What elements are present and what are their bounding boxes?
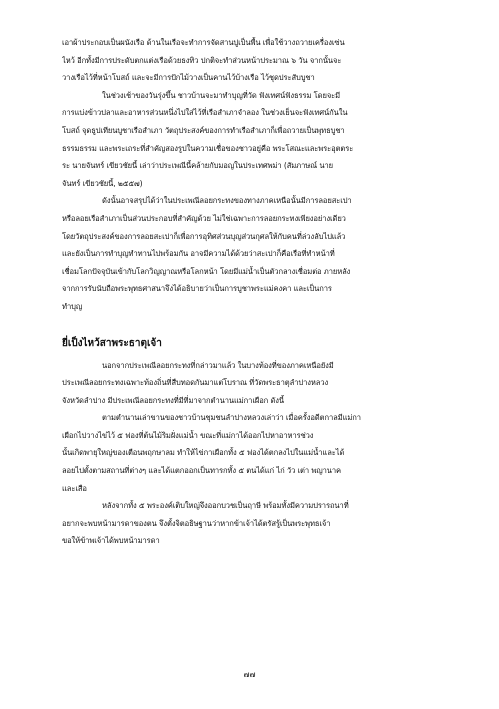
- text-line: อยากจะพบหน้ามารดาของตน จึงตั้งจิตอธิษฐานว่าหากข้าเจ้าได้ตรัสรู้เป็นพระพุทธเจ้า: [62, 518, 331, 528]
- text-line: โดยวัตถุประสงค์ของการลอยสะเปาก็เพื่อการอุทิศส่วนบุญส่วนกุศลให้กับคนที่ล่วงลับไปแล้ว: [62, 231, 346, 241]
- text-line: ดังนั้นอาจสรุปได้ว่าในประเพณีลอยกระทงของทางภาคเหนือนั้นมีการลอยสะเปา: [102, 196, 352, 206]
- text-line: ประเพณีลอยกระทงเฉพาะท้องถิ่นที่สืบทอดกันมาแต่โบราณ ที่วัดพระธาตุลำปางหลวง: [62, 378, 329, 388]
- text-line: วางเรือไว้ที่หน้าโบสถ์ และจะมีการปักไม้วางเป็นคานไว้บ้างเรือ ไว้ชุดประสับบูชา: [62, 73, 315, 83]
- text-line: โบสถ์ จุดธูปเทียนบูชาเรือสำเภา วัตถุประสงค์ของการทำเรือสำเภาก็เพื่อถวายเป็นพุทธบูชา: [62, 125, 345, 135]
- text-line: ธรรมธรรม และพระเถระที่สำคัญสองรูปในความเชื่อของชาวอยู่คือ พระโสณะและพระอุตตระ: [62, 143, 354, 153]
- text-line: การแบ่งข้าวปลาและอาหารส่วนหนึ่งไปใส่ไว้ที่เรือสำเภาจำลอง ในช่วงเย็นจะฟังเทศน์กันใน: [62, 108, 348, 118]
- page-number: ๗๗: [243, 670, 256, 679]
- paragraph-3: [62, 192, 445, 315]
- text-line: ขอให้ข้าพเจ้าได้พบหน้ามารดา: [62, 536, 160, 546]
- spacer: [62, 316, 445, 334]
- text-line: จันทร์ เขียวชัยนี้, ๒๕๕๗): [62, 178, 143, 188]
- text-line: หลังจากทั้ง ๕ พระองค์เติบใหญ่จึงออกบวชเป็นฤาษี พร้อมทั้งมีความปรารถนาที่: [102, 501, 349, 511]
- paragraph-6: [62, 497, 445, 550]
- text-line: ลอยไปตั้งตามสถานที่ต่างๆ และได้แตกออกเป็นทารกทั้ง ๕ ตนได้แก่ ไก่ วัว เต่า พญานาค: [62, 466, 342, 476]
- text-line: จากการรับนับถือพระพุทธศาสนาจึงได้อธิบายว่าเป็นการบูชาพระแม่คงคา และเป็นการ: [62, 284, 332, 294]
- paragraph-4: [62, 357, 445, 410]
- text-line: ทำบุญ: [62, 301, 83, 311]
- paragraph-2: [62, 87, 445, 193]
- text-line: เผือกไปวางไข่ไว้ ๕ ฟองที่ต้นไม้ริมฝั่งแม่น้ำ ขณะที่แม่กาได้ออกไปหาอาหารช่วง: [62, 430, 314, 440]
- text-line: หรือลอยเรือสำเภาเป็นส่วนประกอบที่สำคัญด้วย ไม่ใช่เฉพาะการลอยกระทงเพียงอย่างเดียว: [62, 213, 346, 223]
- text-line: ระ นายจันทร์ เขียวชัยนี้ เล่าว่าประเพณีนี้คล้ายกับมอญในประเทศพม่า (สัมภาษณ์ นาย: [62, 161, 334, 171]
- text-line: และยังเป็นการทำบุญทำทานไปพร้อมกัน อาจมีความได้ด้วยว่าสะเปาก็คือเรือที่ทำหน้าที่: [62, 249, 335, 259]
- document-body: [62, 34, 445, 550]
- section-heading: ยี่เป็งไหว้สาพระธาตุเจ้า: [62, 337, 162, 349]
- text-line: เชื่อมโลกปัจจุบันเข้ากับโลกวิญญาณหรือโลกหน้า โดยมีแม่น้ำเป็นตัวกลางเชื่อมต่อ ภายหลัง: [62, 266, 351, 276]
- text-line: เอาผ้าประกอบเป็นผนังเรือ ด้านในเรือจะทำการจัดสานปูเป็นพื้น เพื่อใช้วางถวายเครื่องเซ่น: [62, 38, 345, 47]
- paragraph-1: [62, 34, 445, 87]
- text-line: ในช่วงเช้าของวันรุ่งขึ้น ชาวบ้านจะมาทำบุญที่วัด ฟังเทศน์ฟังธรรม โดยจะมี: [102, 90, 341, 100]
- text-line: ตามตำนานเล่าขานของชาวบ้านชุมชนลำปางหลวงเล่าว่า เมื่อครั้งอดีตกาลมีแม่กา: [102, 413, 361, 423]
- paragraph-5: [62, 409, 445, 497]
- text-line: และเสือ: [62, 483, 87, 493]
- text-line: นอกจากประเพณีลอยกระทงที่กล่าวมาแล้ว ในบางท้องที่ของภาคเหนือยังมี: [102, 360, 334, 370]
- text-line: นั้นเกิดพายุใหญ่ของเตือนพฤกษาลม ทำให้ไข่กาเผือกทั้ง ๕ ฟองได้ตกลงไปในแม่น้ำและได้: [62, 448, 345, 458]
- text-line: จังหวัดลำปาง มีประเพณีลอยกระทงที่มีที่มาจากตำนานแม่กาเผือก ดังนี้: [62, 395, 284, 405]
- text-line: ไหว้ อีกทั้งมีการประดับตกแต่งเรือด้วยธงทิว ปกติจะทำส่วนหน้าประมาณ ๖ วัน จากนั้นจะ: [62, 55, 342, 65]
